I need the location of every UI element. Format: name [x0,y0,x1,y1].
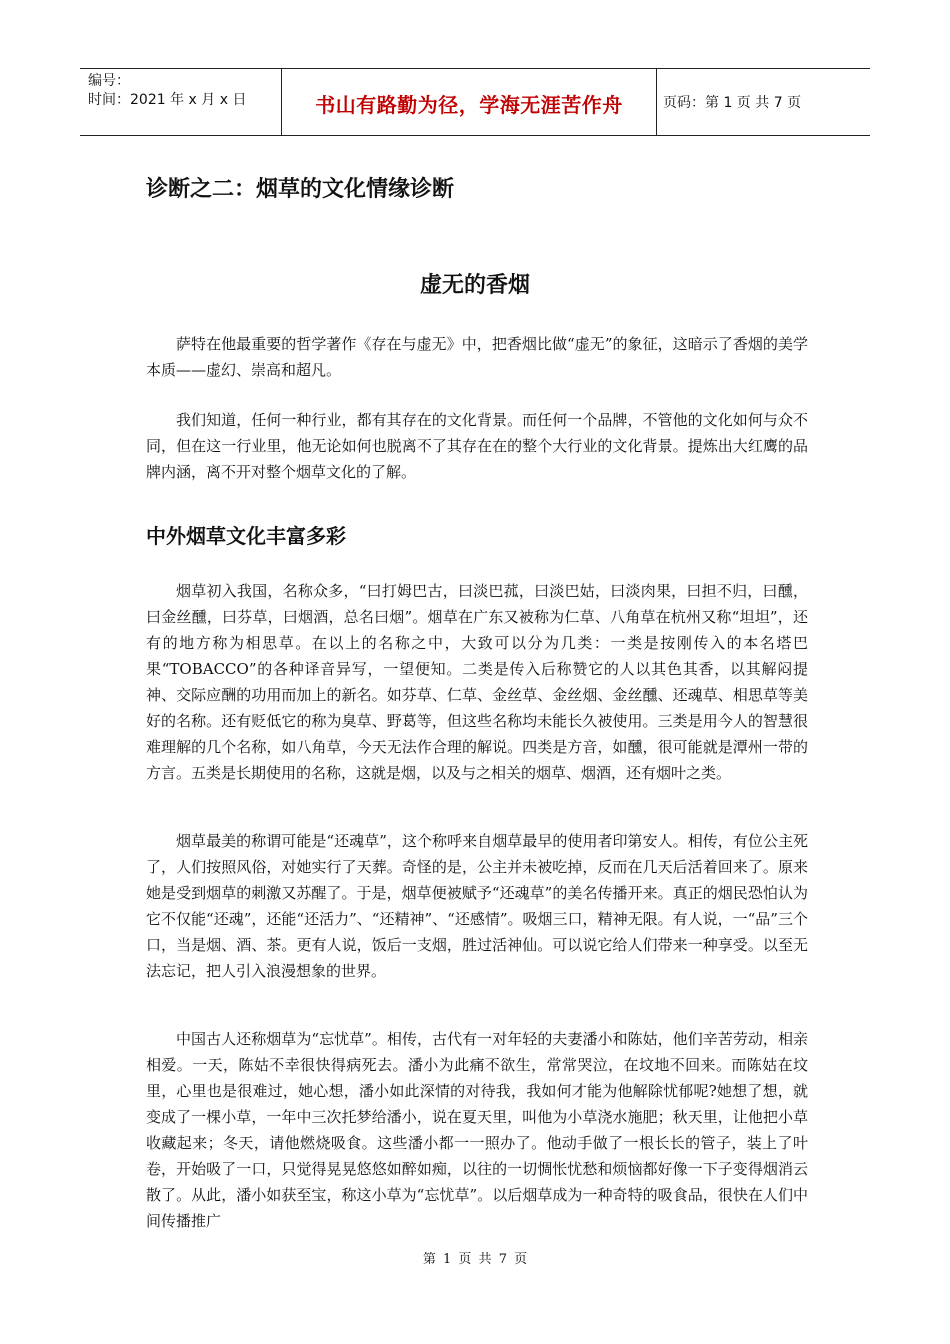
intro-paragraph: 萨特在他最重要的哲学著作《存在与虚无》中，把香烟比做“虚无”的象征，这暗示了香烟的美学本质——虚幻、崇高和超凡。 [146,335,808,379]
header-motto-cell [282,69,657,135]
document-number-label: 编号： [88,73,130,89]
section-title: 中外烟草文化丰富多彩 [146,524,346,548]
section-paragraph: 烟草最美的称谓可能是“还魂草”，这个称呼来自烟草最早的使用者印第安人。相传，有位公主死了，人们按照风俗，对她实行了天葬。奇怪的是，公主并未被吃掉，反而在几天后活着回来了。原来她是受到烟草的刺激又苏醒了。于是，烟草便被赋予“还魂草”的美名传播开来。真正的烟民恐怕认为它不仅能“还魂”，还能“还活力”、“还精神”、“还感情”。吸烟三口，精神无限。有人说，一“品”三个口，当是烟、酒、茶。更有人说，饭后一支烟，胜过活神仙。可以说它给人们带来一种享受。以至无法忘记，把人引入浪漫想象的世界。 [146,832,808,980]
document-date: 时间：2021 年 x 月 x 日 [88,92,247,108]
page-header [80,68,870,136]
section-paragraph: 烟草初入我国，名称众多，“曰打姆巴古，曰淡巴菰，曰淡巴姑，曰淡肉果，曰担不归，曰醺，曰金丝醺，曰芬草，曰烟酒，总名曰烟”。烟草在广东又被称为仁草、八角草在杭州又称“坦坦”，还有的地方称为相思草。在以上的名称之中，大致可以分为几类：一类是按刚传入的本名塔巴果“TOBACCO”的各种译音异写，一望便知。二类是传入后称赞它的人以其色其香，以其解闷提神、交际应酬的功用而加上的新名。如芬草、仁草、金丝草、金丝烟、金丝醺、还魂草、相思草等美好的名称。还有贬低它的称为臭草、野葛等，但这些名称均未能长久被使用。三类是用今人的智慧很难理解的几个名称，如八角草，今天无法作合理的解说。四类是方音，如醺，很可能就是潭州一带的方言。五类是长期使用的名称，这就是烟，以及与之相关的烟草、烟酒，还有烟叶之类。 [146,582,808,782]
article-title: 虚无的香烟 [419,273,530,298]
header-page-info: 页码：第 1 页 共 7 页 [663,95,802,111]
page-footer: 第 1 页 共 7 页 [422,1252,528,1267]
section-paragraph: 中国古人还称烟草为“忘忧草”。相传，古代有一对年轻的夫妻潘小和陈姑，他们辛苦劳动，相亲相爱。一天，陈姑不幸很快得病死去。潘小为此痛不欲生，常常哭泣，在坟地不回来。而陈姑在坟里，心里也是很难过，她心想，潘小如此深情的对待我，我如何才能为他解除忧郁呢?她想了想，就变成了一棵小草，一年中三次托梦给潘小，说在夏天里，叫他为小草浇水施肥；秋天里，让他把小草收藏起来；冬天，请他燃烧吸食。这些潘小都一一照办了。他动手做了一根长长的管子，装上了叶卷，开始吸了一口，只觉得晃晃悠悠如醉如痴，以往的一切惆怅忧愁和烦恼都好像一下子变得烟消云散了。从此，潘小如获至宝，称这小草为“忘忧草”。以后烟草成为一种奇特的吸食品，很快在人们中间传播推广 [146,1030,808,1230]
intro-paragraph: 我们知道，任何一种行业，都有其存在的文化背景。而任何一个品牌，不管他的文化如何与众不同，但在这一行业里，他无论如何也脱离不了其存在在的整个大行业的文化背景。提炼出大红鹰的品牌内涵，离不开对整个烟草文化的了解。 [146,411,808,481]
header-meta-cell [80,69,282,135]
header-page-cell [657,69,870,135]
header-motto: 书山有路勤为径，学海无涯苦作舟 [315,92,623,117]
document-title: 诊断之二：烟草的文化情缘诊断 [146,177,455,202]
